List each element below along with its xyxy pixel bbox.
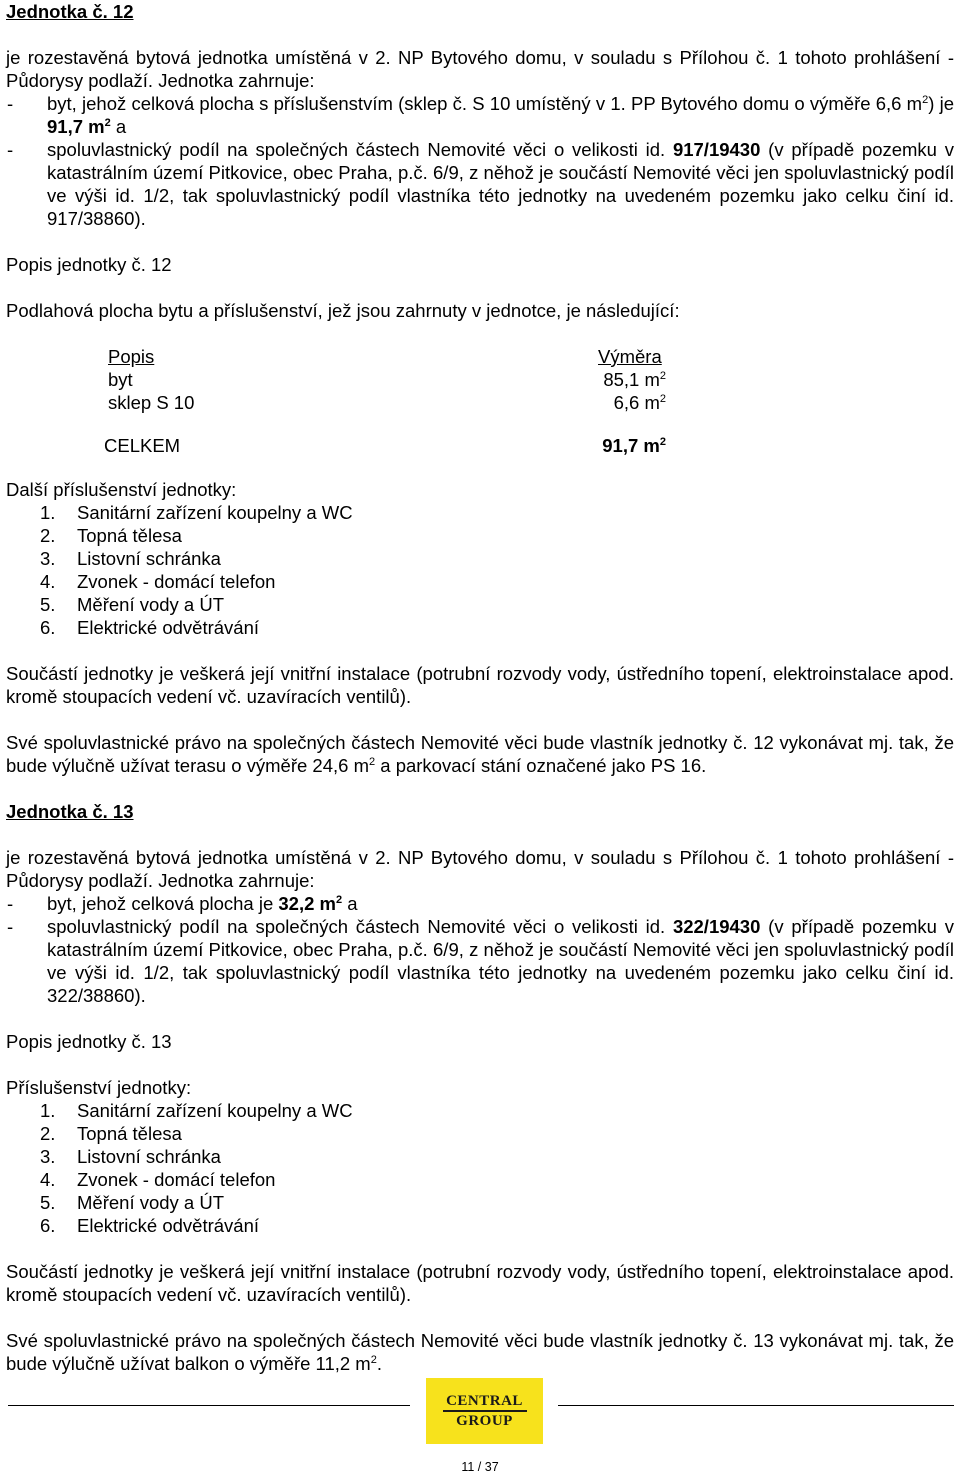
unit13-rights-text: Své spoluvlastnické právo na společných částech Nemovité věci bude vlastník jednotky č. 13 vykonávat mj. tak, že bude výlučně užívat balkon o výměře 11,2 $m^2$. [6, 1330, 954, 1374]
dash-marker: - [7, 893, 14, 914]
logo-line1: CENTRAL [446, 1393, 523, 1409]
unit13-item-share [6, 915, 954, 1007]
logo-divider [443, 1410, 527, 1412]
list-item: 2. Topná tělesa [40, 1123, 182, 1144]
footer-rule-right [558, 1405, 954, 1406]
list-item: 4. Zvonek - domácí telefon [40, 571, 276, 592]
dash-marker: - [7, 916, 14, 937]
unit12-part-text: Součástí jednotky je veškerá její vnitřní instalace (potrubní rozvody vody, ústředního topení, elektroinstalace apod. kromě stoupacích vedení vč. uzavíracích ventilů). [6, 663, 954, 707]
table-total-area: 91,7 $m^2$ [602, 435, 666, 456]
unit12-area-table [6, 345, 954, 473]
page-number: 11 / 37 [461, 1460, 499, 1474]
list-item: 1. Sanitární zařízení koupelny a WC [40, 502, 353, 523]
unit13-item-share-text: spoluvlastnický podíl na společných částech Nemovité věci o velikosti id. 322/19430 (v případě pozemku v katastrálním území Pitkovice, obec Praha, p.č. 6/9, z něhož je součástí Nemovité věci jen spoluvlastnický podíl ve výši id. 1/2, tak spoluvlastnický podíl vlastníka této jednotky na uvedeném pozemku jako celku činí id. 322/38860). [47, 916, 955, 1006]
unit12-accessories-list [6, 501, 954, 639]
list-item: 1. Sanitární zařízení koupelny a WC [40, 1100, 353, 1121]
unit12-popis-title: Popis jednotky č. 12 [6, 254, 172, 275]
unit12-accessories-title: Další příslušenství jednotky: [6, 479, 237, 500]
document-page [6, 0, 954, 1375]
table-header-desc: Popis [108, 346, 155, 367]
list-item: 6. Elektrické odvětrávání [40, 617, 260, 638]
table-row-desc: sklep S 10 [108, 392, 195, 413]
list-item: 3. Listovní schránka [40, 1146, 221, 1167]
footer-rule-left [8, 1405, 410, 1406]
unit12-intro: je rozestavěná bytová jednotka umístěná v 2. NP Bytového domu, v souladu s Přílohou č. 1 tohoto prohlášení - Půdorysy podlaží. Jednotka zahrnuje: [6, 47, 954, 91]
unit13-item-flat [6, 892, 954, 915]
central-group-logo [426, 1378, 543, 1444]
unit13-accessories-title: Příslušenství jednotky: [6, 1077, 192, 1098]
list-item: 6. Elektrické odvětrávání [40, 1215, 260, 1236]
unit12-heading: Jednotka č. 12 [6, 1, 134, 22]
unit12-item-share [6, 138, 954, 230]
table-row-area: 6,6 $m^2$ [613, 392, 666, 413]
list-item: 3. Listovní schránka [40, 548, 221, 569]
list-item: 5. Měření vody a ÚT [40, 594, 225, 615]
unit13-part-text: Součástí jednotky je veškerá její vnitřní instalace (potrubní rozvody vody, ústředního topení, elektroinstalace apod. kromě stoupacích vedení vč. uzavíracích ventilů). [6, 1261, 954, 1305]
unit12-floor-intro: Podlahová plocha bytu a příslušenství, jež jsou zahrnuty v jednotce, je následující: [6, 300, 680, 321]
unit12-item-flat-text: byt, jehož celková plocha s příslušenstvím (sklep č. S 10 umístěný v 1. PP Bytového domu o výměře 6,6 $m^2$) je 91,7 $m^2$ a [47, 93, 954, 137]
list-item: 4. Zvonek - domácí telefon [40, 1169, 276, 1190]
unit13-accessories-list [6, 1099, 954, 1237]
unit13-item-flat-text: byt, jehož celková plocha je 32,2 $m^2$ a [47, 893, 358, 914]
logo-line2: GROUP [456, 1413, 513, 1429]
list-item: 5. Měření vody a ÚT [40, 1192, 225, 1213]
unit13-heading: Jednotka č. 13 [6, 801, 134, 822]
list-item: 2. Topná tělesa [40, 525, 182, 546]
unit12-item-flat [6, 92, 954, 138]
table-header-area: Výměra [598, 346, 662, 367]
dash-marker: - [7, 139, 14, 160]
unit13-popis-title: Popis jednotky č. 13 [6, 1031, 172, 1052]
table-row-area: 85,1 $m^2$ [603, 369, 666, 390]
unit12-rights-text: Své spoluvlastnické právo na společných částech Nemovité věci bude vlastník jednotky č. 12 vykonávat mj. tak, že bude výlučně užívat terasu o výměře 24,6 $m^2$ a parkovací stání označené jako PS 16. [6, 732, 954, 776]
unit12-item-share-text: spoluvlastnický podíl na společných částech Nemovité věci o velikosti id. 917/19430 (v případě pozemku v katastrálním území Pitkovice, obec Praha, p.č. 6/9, z něhož je součástí Nemovité věci jen spoluvlastnický podíl ve výši id. 1/2, tak spoluvlastnický podíl vlastníka této jednotky na uvedeném pozemku jako celku činí id. 917/38860). [47, 139, 955, 229]
dash-marker: - [7, 93, 14, 114]
unit13-intro: je rozestavěná bytová jednotka umístěná v 2. NP Bytového domu, v souladu s Přílohou č. 1 tohoto prohlášení - Půdorysy podlaží. Jednotka zahrnuje: [6, 847, 954, 891]
table-total-label: CELKEM [104, 435, 181, 456]
table-row-desc: byt [108, 369, 133, 390]
